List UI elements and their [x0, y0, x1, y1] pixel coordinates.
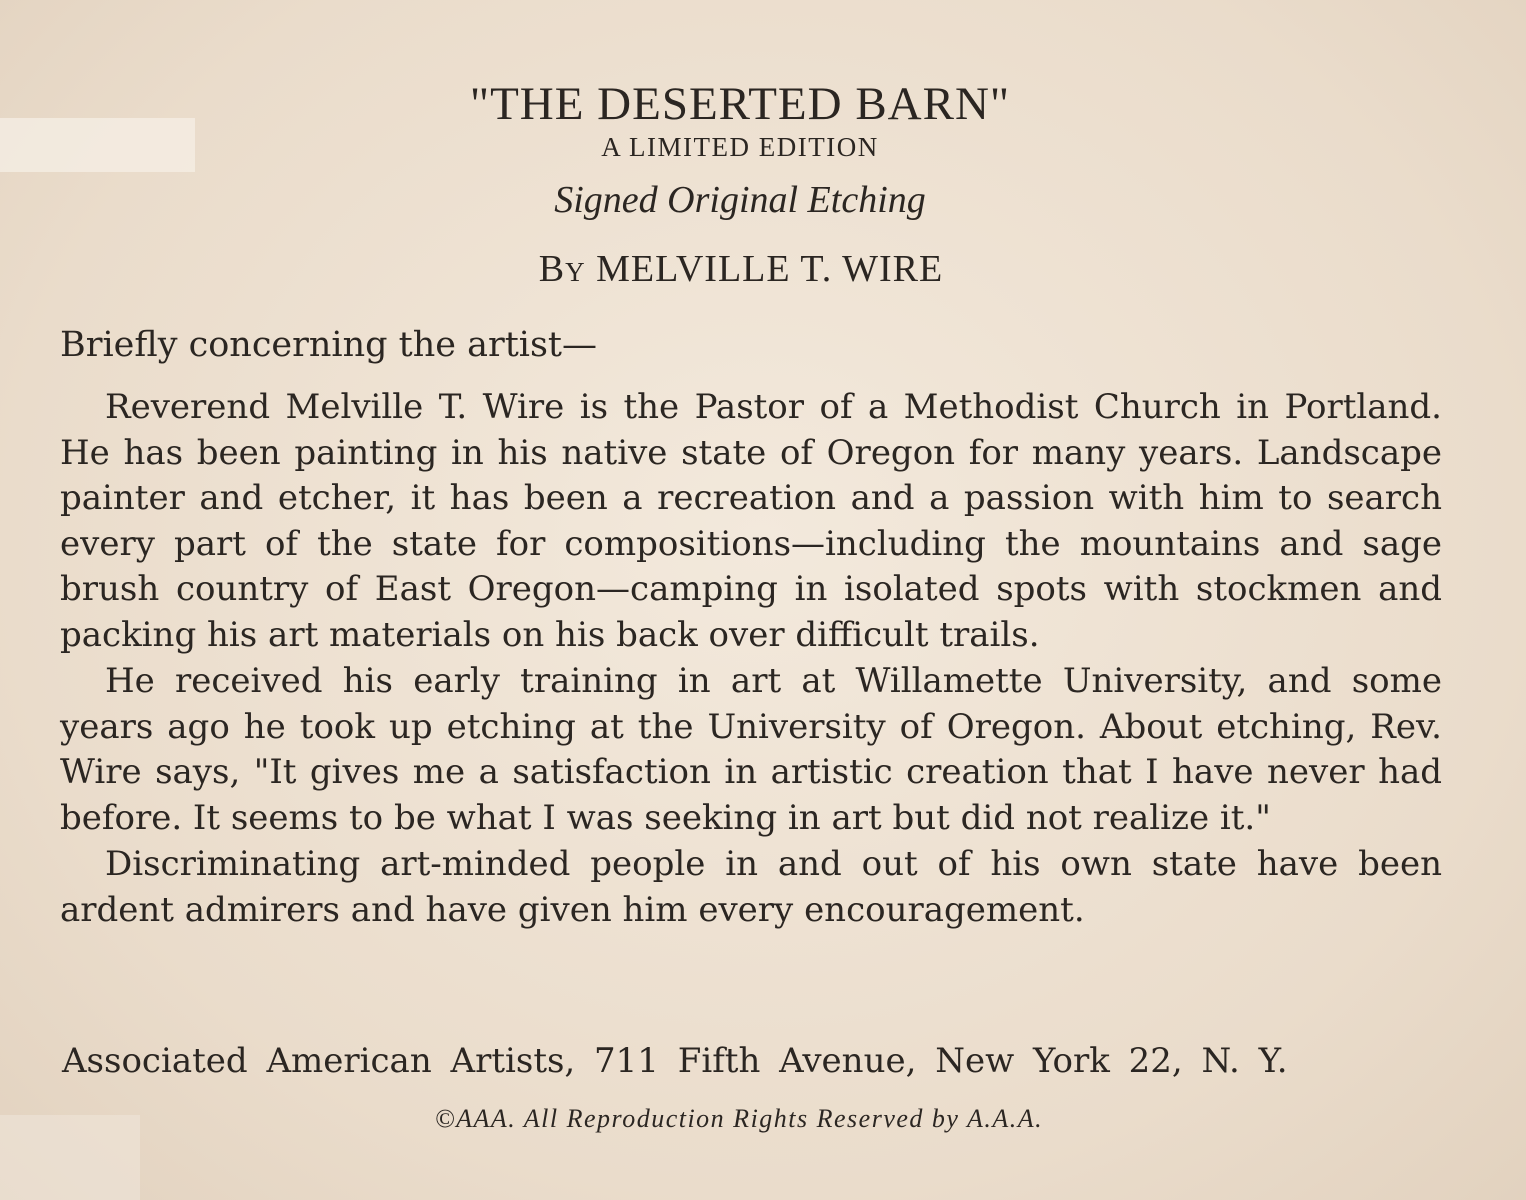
copyright-notice: ©AAA. All Reproduction Rights Reserved by A.A.A.	[434, 1104, 1044, 1133]
format-line: Signed Original Etching	[554, 179, 926, 221]
body-text	[60, 385, 1442, 933]
paragraph-1: Reverend Melville T. Wire is the Pastor of a Methodist Church in Portland. He has been painting in his native state of Oregon for many years. Landscape painter and etcher, it has been a recreation and a passion with him to search every part of the state for compositions—including the mountains and sage brush country of East Oregon—camping in isolated spots with stockmen and packing his art materials on his back over difficult trails.	[60, 387, 1442, 655]
publisher-address: Associated American Artists, 711 Fifth Avenue, New York 22, N. Y.	[62, 1041, 1288, 1081]
paragraph-2: He received his early training in art at Willamette University, and some years ago he took up etching at the University of Oregon. About etching, Rev. Wire says, "It gives me a satisfaction in artistic creation that I have never had before. It seems to be what I was seeking in art but did not realize it."	[60, 661, 1442, 838]
intro-line: Briefly concerning the artist—	[60, 325, 597, 365]
paragraph-3: Discriminating art-minded people in and out of his own state have been ardent admirers and have given him every encouragement.	[60, 844, 1442, 930]
byline-by: By	[538, 248, 586, 290]
byline-artist: MELVILLE T. WIRE	[596, 248, 944, 290]
byline	[0, 244, 1504, 294]
document-title: "THE DESERTED BARN"	[469, 78, 1011, 130]
edition-subtitle: A LIMITED EDITION	[601, 132, 879, 162]
